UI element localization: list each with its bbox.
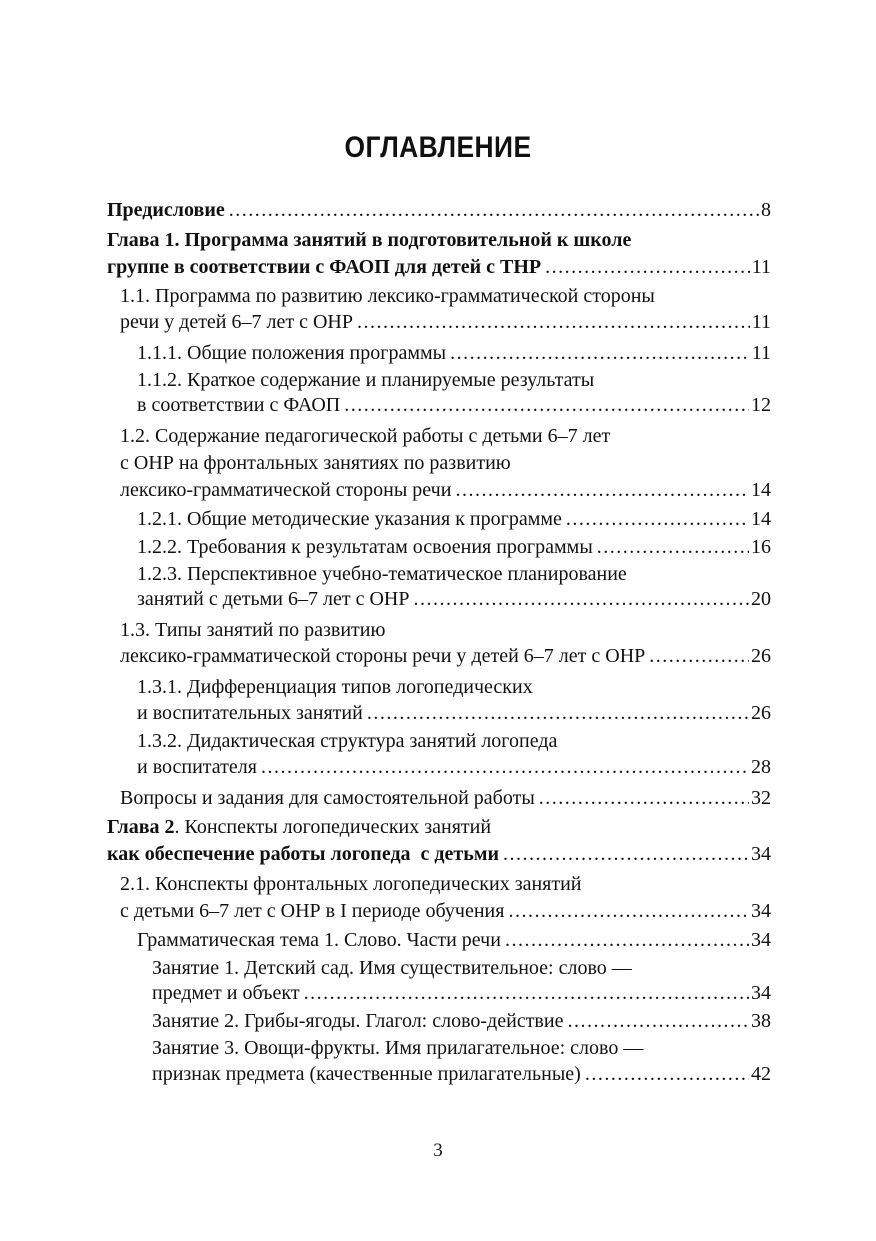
toc-entry-text: как обеспечение работы логопеда с детьми xyxy=(107,843,499,865)
toc-entry-text: Предисловие xyxy=(107,199,225,221)
toc-page-number: 11 xyxy=(751,342,771,364)
toc-entry-1-1-2[interactable] xyxy=(137,391,771,419)
toc-entry-1-1[interactable] xyxy=(120,308,771,336)
toc-page-number: 28 xyxy=(751,756,771,778)
toc-page-number: 42 xyxy=(751,1063,771,1085)
toc-entry-text: с детьми 6–7 лет с ОНР в I периоде обучения xyxy=(120,900,505,922)
toc-leader-dots xyxy=(450,339,750,367)
toc-page-number: 12 xyxy=(751,394,771,416)
toc-entry-1-3[interactable] xyxy=(120,642,771,670)
toc-leader-dots xyxy=(539,784,749,812)
toc-page-number: 34 xyxy=(751,843,771,865)
toc-leader-dots xyxy=(508,897,749,925)
toc-entry-1-2-line1[interactable]: 1.2. Содержание педагогической работы с детьми 6–7 лет xyxy=(120,425,611,447)
toc-leader-dots xyxy=(261,753,749,781)
toc-page-number: 34 xyxy=(751,929,771,951)
toc-page-number: 32 xyxy=(751,787,771,809)
toc-entry-text: в соответствии с ФАОП xyxy=(137,394,341,416)
toc-entry-1-3-line1[interactable]: 1.3. Типы занятий по развитию xyxy=(120,619,386,641)
toc-entry-1-2-2[interactable] xyxy=(137,533,771,561)
toc-entry-1-3-2[interactable] xyxy=(137,753,771,781)
toc-leader-dots xyxy=(455,476,749,504)
toc-entry-1-3-2-line1[interactable]: 1.3.2. Дидактическая структура занятий логопеда xyxy=(137,730,558,752)
toc-entry-text: Грамматическая тема 1. Слово. Части речи xyxy=(137,929,501,951)
toc-entry-text: Вопросы и задания для самостоятельной работы xyxy=(120,787,535,809)
toc-leader-dots xyxy=(367,699,749,727)
toc-leader-dots xyxy=(357,308,750,336)
toc-entry-1-2-3[interactable] xyxy=(137,585,771,613)
toc-entry-grammar-theme-1[interactable] xyxy=(137,926,771,954)
toc-page-number: 34 xyxy=(751,900,771,922)
chapter-dot: . Конспекты логопедических занятий xyxy=(174,816,492,838)
toc-entry-text: речи у детей 6–7 лет с ОНР xyxy=(120,311,353,333)
toc-entry-chapter-1[interactable] xyxy=(107,253,771,281)
toc-entry-1-3-1[interactable] xyxy=(137,699,771,727)
toc-entry-1-2-1[interactable] xyxy=(137,505,771,533)
toc-leader-dots xyxy=(344,391,749,419)
toc-leader-dots xyxy=(597,533,749,561)
toc-entry-1-1-line1[interactable]: 1.1. Программа по развитию лексико-грамматической стороны xyxy=(120,285,655,307)
toc-entry-1-1-2-line1[interactable]: 1.1.2. Краткое содержание и планируемые результаты xyxy=(137,369,595,391)
toc-page-number: 26 xyxy=(751,645,771,667)
toc-leader-dots xyxy=(545,253,750,281)
toc-entry-text: предмет и объект xyxy=(152,982,300,1004)
toc-entry-2-1-line1[interactable]: 2.1. Конспекты фронтальных логопедических занятий xyxy=(120,873,582,895)
toc-page-number: 34 xyxy=(751,982,771,1004)
toc-page-number: 20 xyxy=(751,588,771,610)
toc-entry-lesson-1-line1[interactable]: Занятие 1. Детский сад. Имя существительное: слово — xyxy=(152,957,632,979)
toc-page-number: 26 xyxy=(751,702,771,724)
page-number: 3 xyxy=(433,1140,443,1161)
toc-entry-text: Занятие 2. Грибы-ягоды. Глагол: слово-действие xyxy=(152,1010,564,1032)
toc-entry-text: лексико-грамматической стороны речи xyxy=(120,479,452,501)
toc-entry-1-2-3-line1[interactable]: 1.2.3. Перспективное учебно-тематическое планирование xyxy=(137,563,627,585)
toc-page-number: 8 xyxy=(761,199,771,221)
toc-entry-lesson-1[interactable] xyxy=(152,979,771,1007)
toc-entry-text: и воспитателя xyxy=(137,756,257,778)
toc-entry-text: и воспитательных занятий xyxy=(137,702,363,724)
toc-leader-dots xyxy=(585,1060,749,1088)
toc-page-number: 11 xyxy=(751,311,771,333)
toc-entry-text: занятий с детьми 6–7 лет с ОНР xyxy=(137,588,410,610)
toc-entry-1-1-1[interactable] xyxy=(137,339,771,367)
toc-entry-lesson-3[interactable] xyxy=(152,1060,771,1088)
chapter-label: Глава 2 xyxy=(107,816,175,838)
toc-entry-text: 1.1.1. Общие положения программы xyxy=(137,342,447,364)
toc-entry-text: 1.2.1. Общие методические указания к программе xyxy=(137,508,562,530)
toc-leader-dots xyxy=(229,196,759,224)
toc-entry-questions[interactable] xyxy=(120,784,771,812)
toc-entry-2-1[interactable] xyxy=(120,897,771,925)
toc-leader-dots xyxy=(505,926,749,954)
toc-leader-dots xyxy=(649,642,749,670)
toc-entry-text: группе в соответствии с ФАОП для детей с ТНР xyxy=(107,256,542,278)
toc-page-number: 16 xyxy=(751,536,771,558)
toc-entry-text: 1.2.2. Требования к результатам освоения программы xyxy=(137,536,593,558)
toc-page-number: 11 xyxy=(751,256,771,278)
toc-entry-1-2[interactable] xyxy=(120,476,771,504)
toc-entry-lesson-2[interactable] xyxy=(152,1007,771,1035)
toc-entry-1-3-1-line1[interactable]: 1.3.1. Дифференциация типов логопедических xyxy=(137,676,533,698)
toc-leader-dots xyxy=(304,979,749,1007)
toc-leader-dots xyxy=(567,1007,749,1035)
toc-leader-dots xyxy=(566,505,749,533)
toc-entry-chapter-1-line1[interactable]: Глава 1. Программа занятий в подготовительной к школе xyxy=(107,229,632,251)
toc-entry-preface[interactable] xyxy=(107,196,771,224)
toc-leader-dots xyxy=(503,840,749,868)
toc-entry-text: лексико-грамматической стороны речи у детей 6–7 лет с ОНР xyxy=(120,645,646,667)
toc-entry-lesson-3-line1[interactable]: Занятие 3. Овощи-фрукты. Имя прилагательное: слово — xyxy=(152,1037,644,1059)
toc-leader-dots xyxy=(413,585,749,613)
toc-entry-text: признак предмета (качественные прилагательные) xyxy=(152,1063,581,1085)
toc-page-number: 14 xyxy=(751,479,771,501)
toc-page-number: 14 xyxy=(751,508,771,530)
page-title: ОГЛАВЛЕНИЕ xyxy=(344,131,532,164)
toc-entry-chapter-2-line1[interactable] xyxy=(107,813,491,841)
toc-entry-1-2-line2[interactable]: с ОНР на фронтальных занятиях по развитию xyxy=(120,452,511,474)
toc-page-number: 38 xyxy=(751,1010,771,1032)
toc-entry-chapter-2[interactable] xyxy=(107,840,771,868)
